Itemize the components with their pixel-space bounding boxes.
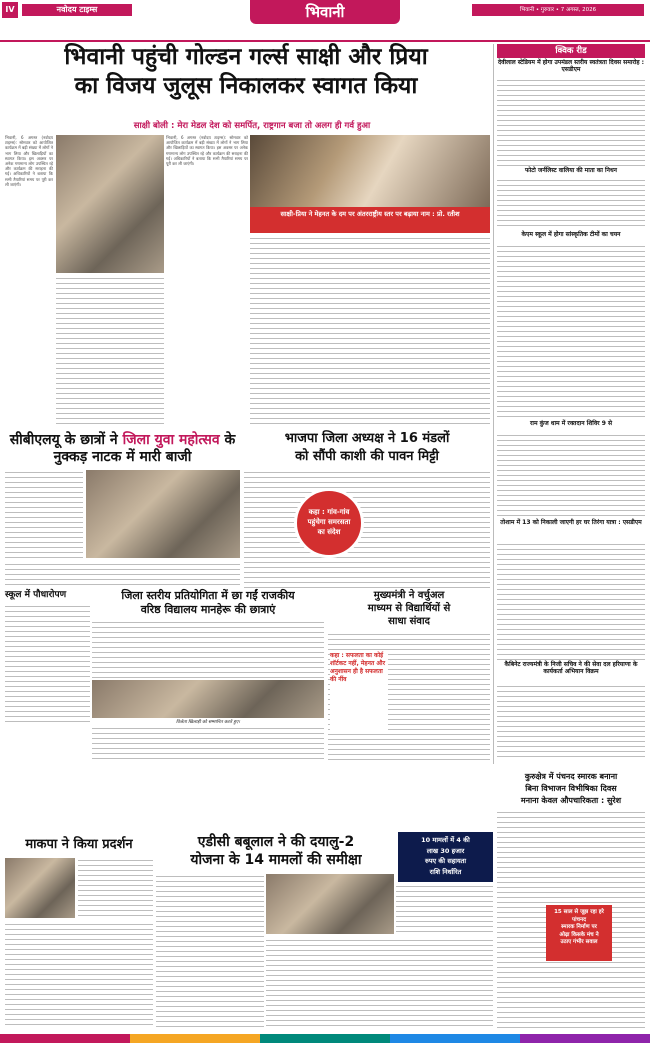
lead-headline-2: का विजय जुलूस निकालकर स्वागत किया	[74, 73, 418, 99]
adc-box-4: राशि निर्धारित	[429, 867, 462, 876]
paper-name: नवोदय टाइम्स	[22, 4, 132, 16]
lead-quote: साक्षी-प्रिया ने मेहनत के दम पर अंतरराष्ट्रीय स्तर पर बढ़ाया नाम : प्रो. रतीश	[250, 207, 490, 233]
sports-photo	[92, 680, 324, 718]
adc-text-1	[156, 874, 264, 1028]
footer-bar	[0, 1034, 650, 1043]
sports-text-1	[92, 620, 324, 678]
sports-head-2: वरिष्ठ विद्यालय मानहेरू की छात्राएं	[140, 603, 276, 616]
bjp-head-2: को सौंपी काशी की पावन मिट्टी	[295, 449, 439, 464]
sidebar-text-3	[497, 244, 645, 419]
kk-head-1: कुरुक्षेत्र में पंचनद स्मारक बनाना	[524, 772, 618, 781]
sidebar-head-2: फोटो जर्नलिस्ट वालिया की माता का निधन	[525, 167, 617, 174]
makpa-photo	[5, 858, 75, 918]
kk-box-3: ओढ़ा किसके मंच ने	[559, 931, 599, 938]
adc-text-2	[266, 938, 493, 1028]
bjp-head-1: भाजपा जिला अध्यक्ष ने 16 मंडलों	[284, 431, 450, 446]
bjp-circle: कहा : गांव-गांव पहुंचेगा समरसता का संदेश	[294, 488, 364, 558]
sidebar-text-4	[497, 433, 645, 518]
sibiyu-head-2: जिला युवा महोत्सव	[122, 432, 220, 448]
kk-box-2: स्मारक निर्माण पर	[561, 924, 597, 930]
school-head: स्कूल में पौधारोपण	[5, 590, 67, 600]
kk-box-1: 15 साल से जूझ रहा हरे पांचनद	[554, 909, 604, 923]
sidebar-section: क्विक रीड	[497, 44, 645, 58]
makpa-text-1	[78, 858, 153, 920]
sports-caption: विजेता खिलाड़ी को सम्मानित करते हुए।	[175, 720, 241, 725]
sports-head-1: जिला स्तरीय प्रतियोगिता में छा गईं राजकीय	[121, 589, 295, 602]
adc-photo	[266, 874, 394, 934]
sibiyu-head-1: सीबीएलयू के छात्रों ने	[9, 432, 118, 448]
kk-box	[546, 905, 612, 961]
adc-text-3	[396, 884, 493, 936]
kk-box-4: उठाए गंभीर सवाल	[560, 939, 598, 945]
adc-box-3: रुपए की सहायता	[424, 857, 467, 865]
cm-head-3: साधा संवाद	[388, 616, 430, 627]
masthead	[0, 0, 650, 42]
lead-text-col-3: भिवानी, 6 अगस्त (नवोदय टाइम्स): सोमवार को आयोजित कार्यक्रम में बड़ी संख्या में लोगों ने भाग लिया और खिलाड़ियों का स्वागत किया। इस अवसर पर अनेक गणमान्य लोग उपस्थित रहे और कार्यक्रम की सराहना की गई। अधिकारियों ने बताया कि सभी तैयारियां समय पर पूरी कर ली जाएंगी।	[166, 135, 248, 167]
makpa-head: माकपा ने किया प्रदर्शन	[25, 837, 133, 852]
lead-text-col-4	[250, 236, 490, 426]
sidebar-text-5	[497, 542, 645, 660]
sidebar-head-1: देवीलाल स्टेडियम में होगा उपमंडल स्तरीय स्वतंत्रता दिवस समारोह : एसडीएम	[497, 59, 645, 73]
sidebar-head-6: कैबिनेट राज्यमंत्री के निजी सचिव ने की सेवा दल हरियाणा के कार्यकर्ता अभियान विक्रम	[504, 661, 638, 675]
lead-headline-1: भिवानी पहुंची गोल्डन गर्ल्स साक्षी और प्रिया	[64, 44, 428, 70]
sidebar-head-5: तोशाम में 13 को निकाली जाएगी हर घर तिरंगा यात्रा : एसडीएम	[500, 519, 642, 526]
bjp-text	[244, 470, 490, 588]
lead-photo-1	[56, 135, 164, 273]
adc-head-2: योजना के 14 मामलों की समीक्षा	[190, 852, 362, 868]
lead-text-col-1: भिवानी, 6 अगस्त (नवोदय टाइम्स): सोमवार को आयोजित कार्यक्रम में बड़ी संख्या में लोगों ने भाग लिया और खिलाड़ियों का स्वागत किया। इस अवसर पर अनेक गणमान्य लोग उपस्थित रहे और कार्यक्रम की सराहना की गई। अधिकारियों ने बताया कि सभी तैयारियां समय पर पूरी कर ली जाएंगी।	[5, 135, 53, 187]
adc-box	[398, 832, 493, 882]
page-number: IV	[2, 2, 18, 18]
lead-text-col-2	[56, 276, 164, 426]
lead-strap: साक्षी बोली : मेरा मेडल देश को समर्पित, राष्ट्रगान बजा तो अलग ही गर्व हुआ	[133, 121, 371, 131]
makpa-text-2	[5, 922, 153, 1028]
sidebar-text-1	[497, 78, 645, 166]
school-text	[5, 604, 90, 726]
sidebar-head-3: केएम स्कूल में होगा सांस्कृतिक टीमों का चयन	[521, 231, 621, 238]
kk-head-3: मनाना केवल औपचारिकता : सुरेश	[520, 796, 622, 805]
cm-head-2: माध्यम से विद्यार्थियों से	[367, 603, 451, 614]
cm-head-1: मुख्यमंत्री ने वर्चुअल	[373, 590, 445, 601]
sidebar-text-2	[497, 178, 645, 230]
sports-text-2	[92, 726, 324, 762]
adc-box-1: 10 मामलों में 4 की	[421, 836, 470, 844]
kk-head-2: बिना विभाजन विभीषिका दिवस	[525, 784, 617, 793]
sibiyu-head-3: के नुक्कड़ नाटक में मारी बाजी	[53, 432, 236, 465]
sidebar-text-6	[497, 684, 645, 760]
lead-photo-2	[250, 135, 490, 207]
date-line: भिवानी • गुरुवार • 7 अगस्त, 2026	[472, 4, 644, 16]
adc-box-2: लाख 30 हजार	[426, 846, 465, 855]
sibiyu-text-2	[5, 562, 240, 588]
sidebar-head-4: राम कुंज धाम में रक्तदान शिविर 9 से	[529, 420, 613, 427]
adc-head-1: एडीसी बबूलाल ने की दयालु-2	[197, 834, 355, 850]
column-divider	[493, 44, 494, 764]
cm-pull-quote: कहा : सफलता का कोई शॉर्टकट नहीं, मेहनत और अनुशासन ही है सफलता की नींव	[330, 652, 388, 732]
sibiyu-photo	[86, 470, 240, 558]
sibiyu-headline	[5, 432, 240, 466]
city-title: भिवानी	[250, 0, 400, 24]
